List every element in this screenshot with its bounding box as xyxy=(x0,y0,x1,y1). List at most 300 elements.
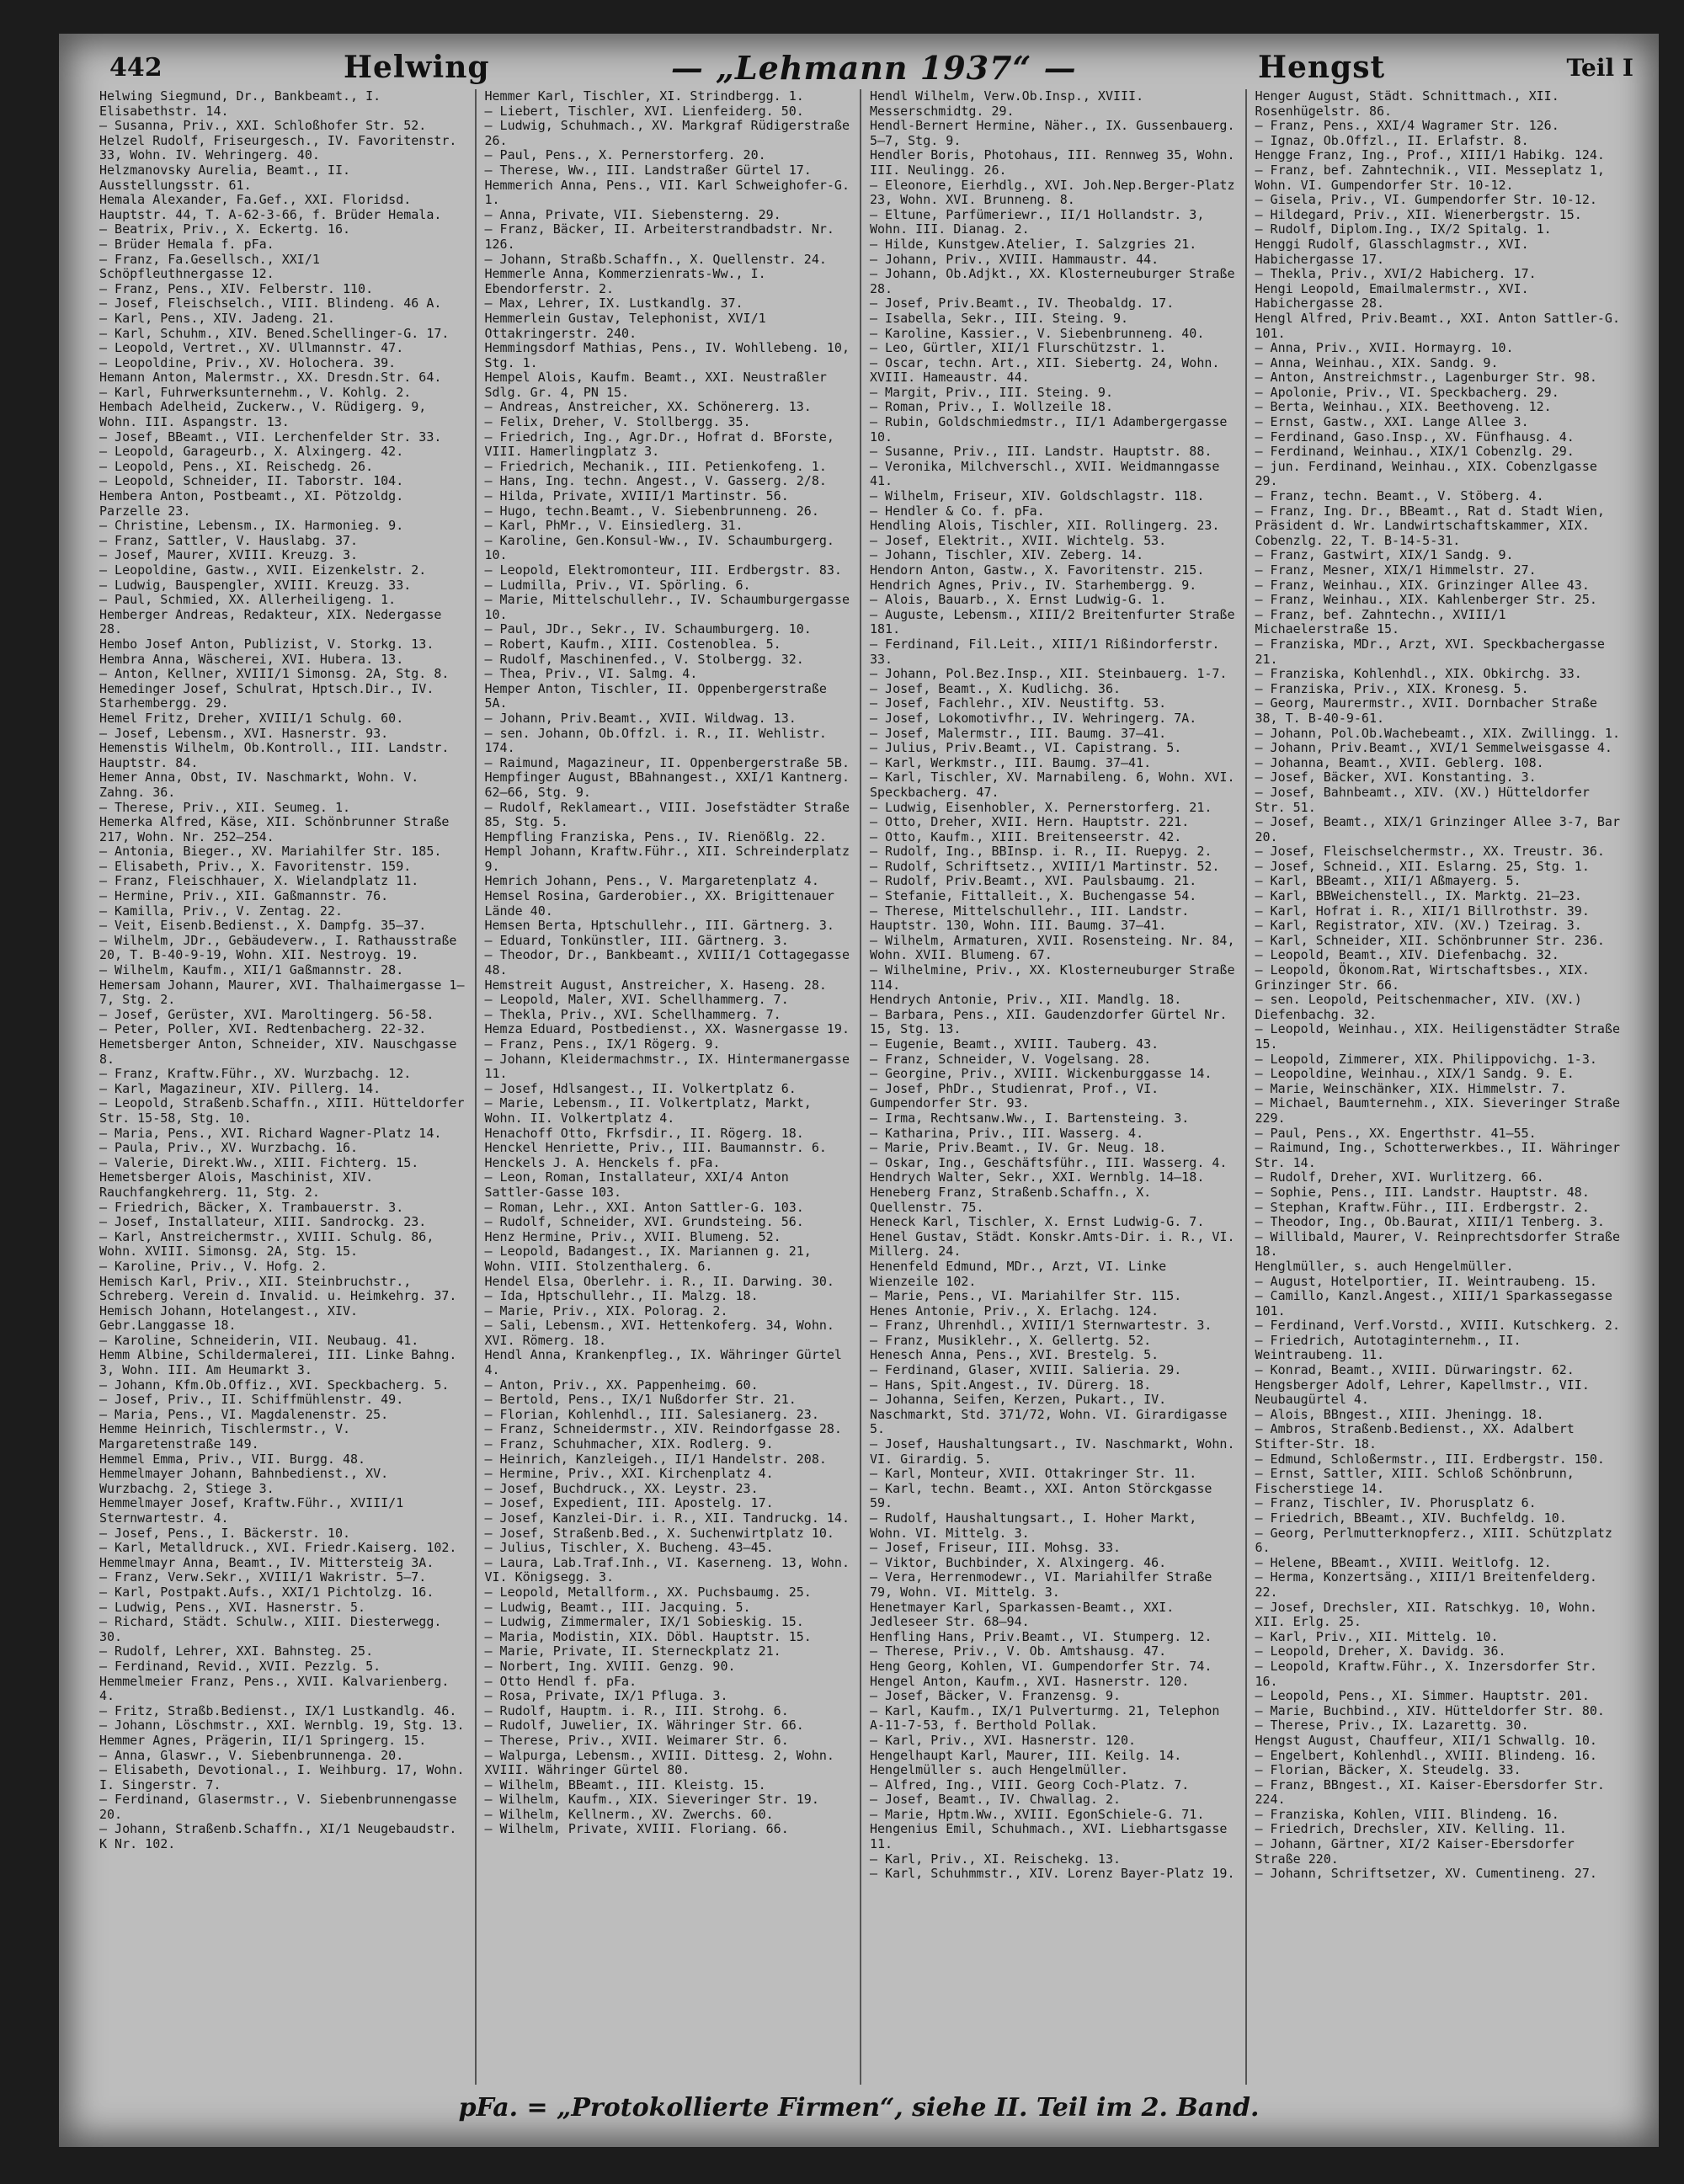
directory-entry: — Josef, Straßenb.Bed., X. Suchenwirtplatz 10. xyxy=(484,1525,834,1541)
directory-entry: — Marie, Priv.Beamt., IV. Gr. Neug. 18. xyxy=(870,1140,1167,1156)
directory-entry: — Josef, Fleischselch., VIII. Blindeng. 46 A. xyxy=(99,296,442,312)
directory-entry: — Hilde, Kunstgew.Atelier, I. Salzgries 21. xyxy=(870,236,1197,252)
directory-entry: — Franz, Pens., IX/1 Rögerg. 9. xyxy=(484,1036,721,1052)
directory-entry: Hendrych Antonie, Priv., XII. Mandlg. 18. xyxy=(870,992,1182,1008)
directory-entry: Henger August, Städt. Schnittmach., XII. Rosenhügelstr. 86. xyxy=(1255,89,1567,119)
directory-entry: Hendl Wilhelm, Verw.Ob.Insp., XVIII. Messerschmidtg. 29. xyxy=(870,89,1152,119)
directory-entry: — Georgine, Priv., XVIII. Wickenburggasse 14. xyxy=(870,1066,1212,1082)
directory-entry: — Rudolf, Priv.Beamt., XVI. Paulsbaumg. 21. xyxy=(870,873,1197,889)
directory-entry: — Alois, Bauarb., X. Ernst Ludwig-G. 1. xyxy=(870,592,1167,608)
directory-entry: — Ludwig, Pens., XVI. Hasnerstr. 5. xyxy=(99,1599,366,1615)
directory-entry: — Marie, Lebensm., II. Volkertplatz, Markt, Wohn. II. Volkertplatz 4. xyxy=(484,1095,819,1126)
directory-entry: — Raimund, Ing., Schotterwerkbes., II. Währinger Str. 14. xyxy=(1255,1140,1628,1170)
directory-entry: Heneberg Franz, Straßenb.Schaffn., X. Quellenstr. 75. xyxy=(870,1184,1159,1215)
directory-entry: — Therese, Priv., IX. Lazarettg. 30. xyxy=(1255,1718,1529,1734)
directory-entry: Hemmer Karl, Tischler, XI. Strindbergg. 1. xyxy=(484,89,804,104)
directory-entry: — Wilhelm, Armaturen, XVII. Rosensteing. Nr. 84, Wohn. XVII. Blumeng. 67. xyxy=(870,932,1243,963)
directory-entry: Hemberger Andreas, Redakteur, XIX. Nedergasse 28. xyxy=(99,606,450,637)
directory-entry: — Friedrich, Bäcker, X. Trambauerstr. 3. xyxy=(99,1199,404,1215)
directory-entry: — Josef, Kanzlei-Dir. i. R., XII. Tandruckg. 14. xyxy=(484,1510,850,1526)
directory-entry: — Franz, Kraftw.Führ., XV. Wurzbachg. 12. xyxy=(99,1066,412,1082)
directory-entry: — Richard, Städt. Schulw., XIII. Diesterwegg. 30. xyxy=(99,1614,450,1644)
directory-entry: — Paul, Pens., XX. Engerthstr. 41—55. xyxy=(1255,1125,1537,1141)
directory-entry: — Herma, Konzertsäng., XIII/1 Breitenfelderg. 22. xyxy=(1255,1569,1605,1600)
directory-entry: — Karl, Schuhm., XIV. Bened.Schellinger-G. 17. xyxy=(99,325,450,341)
directory-entry: Hendrich Agnes, Priv., IV. Starhembergg. 9. xyxy=(870,577,1197,593)
directory-entry: — Wilhelm, Friseur, XIV. Goldschlagstr. 118. xyxy=(870,488,1205,504)
directory-entry: — Ferdinand, Verf.Vorstd., XVIII. Kutschkerg. 2. xyxy=(1255,1318,1620,1334)
directory-entry: Hemetsberger Alois, Maschinist, XIV. Rauchfangkehrerg. 11, Stg. 2. xyxy=(99,1169,381,1200)
directory-entry: Hemisch Karl, Priv., XII. Steinbruchstr., Schreberg. Verein d. Invalid. u. Heimkehrg. 37. xyxy=(99,1273,457,1304)
directory-entry: — Rudolf, Schneider, XVI. Grundsteing. 56. xyxy=(484,1214,804,1230)
directory-entry: — Josef, Friseur, III. Mohsg. 33. xyxy=(870,1540,1122,1556)
directory-entry: — Ambros, Straßenb.Bedienst., XX. Adalbert Stifter-Str. 18. xyxy=(1255,1421,1582,1452)
directory-entry: Hengl Alfred, Priv.Beamt., XXI. Anton Sattler-G. 101. xyxy=(1255,310,1628,341)
directory-entry: — Rudolf, Dreher, XVI. Wurlitzerg. 66. xyxy=(1255,1169,1544,1185)
directory-entry: — Karl, Registrator, XIV. (XV.) Tzeirag. 3. xyxy=(1255,918,1582,934)
directory-entry: — Camillo, Kanzl.Angest., XIII/1 Sparkassegasse 101. xyxy=(1255,1288,1620,1318)
directory-entry: Henfling Hans, Priv.Beamt., VI. Stumperg. 12. xyxy=(870,1628,1212,1644)
directory-entry: — Johann, Straßenb.Schaffn., XI/1 Neugebaudstr. K Nr. 102. xyxy=(99,1821,465,1852)
entries-column-3 xyxy=(861,89,1247,2085)
directory-entry: — Franz, Schneidermstr., XIV. Reindorfgasse 28. xyxy=(484,1421,842,1437)
directory-entry: — Johann, Priv.Beamt., XVII. Wildwag. 13. xyxy=(484,710,797,726)
directory-entry: Hemmelmeier Franz, Pens., XVII. Kalvarienberg. 4. xyxy=(99,1673,457,1704)
directory-entry: — Franz, Weinhau., XIX. Grinzinger Allee 43. xyxy=(1255,577,1590,593)
directory-entry: — Karoline, Gen.Konsul-Ww., IV. Schaumburgerg. 10. xyxy=(484,532,842,563)
directory-entry: — Franz, Verw.Sekr., XVIII/1 Wakristr. 5—7. xyxy=(99,1569,427,1585)
directory-entry: Heng Georg, Kohlen, VI. Gumpendorfer Str. 74. xyxy=(870,1658,1212,1674)
directory-entry: — Johann, Priv.Beamt., XVI/1 Semmelweisgasse 4. xyxy=(1255,740,1612,756)
directory-entry: — Eduard, Tonkünstler, III. Gärtnerg. 3. xyxy=(484,932,789,948)
directory-entry: — Paul, Pens., X. Pernerstorferg. 20. xyxy=(484,147,766,163)
directory-entry: — Otto Hendl f. pFa. xyxy=(484,1673,637,1689)
directory-entry: — Valerie, Direkt.Ww., XIII. Fichterg. 15. xyxy=(99,1154,419,1170)
directory-entry: — Josef, Beamt., XIX/1 Grinzinger Allee 3-7, Bar 20. xyxy=(1255,814,1628,844)
directory-entry: — Karl, Werkmstr., III. Baumg. 37—41. xyxy=(870,754,1152,770)
directory-entry: — Franz, Musiklehr., X. Gellertg. 52. xyxy=(870,1332,1152,1348)
directory-entry: — Hendler & Co. f. pFa. xyxy=(870,503,1045,519)
directory-entry: — Viktor, Buchbinder, X. Alxingerg. 46. xyxy=(870,1554,1167,1570)
directory-entry: — Eltune, Parfümeriewr., II/1 Hollandstr. 3, Wohn. III. Dianag. 2. xyxy=(870,206,1212,237)
directory-entry: — Ludwig, Zimmermaler, IX/1 Sobieskig. 15. xyxy=(484,1614,804,1630)
directory-entry: — Josef, Installateur, XIII. Sandrockg. 23. xyxy=(99,1214,427,1230)
directory-entry: Hemmelmayer Johann, Bahnbedienst., XV. Wurzbachg. 2, Stiege 3. xyxy=(99,1466,397,1496)
directory-entry: — Josef, Pens., I. Bäckerstr. 10. xyxy=(99,1525,351,1541)
directory-entry: Hemmel Emma, Priv., VII. Burgg. 48. xyxy=(99,1451,366,1467)
directory-entry: — Franz, bef. Zahntechn., XVIII/1 Michaelerstraße 15. xyxy=(1255,606,1514,637)
directory-entry: — Anton, Kellner, XVIII/1 Simonsg. 2A, Stg. 8. xyxy=(99,666,450,682)
directory-entry: — Elisabeth, Priv., X. Favoritenstr. 159. xyxy=(99,858,412,874)
directory-entry: — Franz, Pens., XXI/4 Wagramer Str. 126. xyxy=(1255,118,1559,134)
directory-entry: — Hans, Spit.Angest., IV. Dürerg. 18. xyxy=(870,1377,1152,1393)
directory-entry: — Michael, Baumternehm., XIX. Sieveringer Straße 229. xyxy=(1255,1095,1628,1126)
directory-entry: — Liebert, Tischler, XVI. Lienfeiderg. 50. xyxy=(484,103,804,119)
directory-entry: Hendl Anna, Krankenpfleg., IX. Währinger Gürtel 4. xyxy=(484,1347,850,1378)
directory-entry: — Therese, Priv., V. Ob. Amtshausg. 47. xyxy=(870,1643,1167,1659)
directory-entry: — Karl, Anstreichermstr., XVIII. Schulg. 86, Wohn. XVIII. Simonsg. 2A, Stg. 15. xyxy=(99,1228,442,1260)
directory-entry: — Antonia, Bieger., XV. Mariahilfer Str. 185. xyxy=(99,844,442,860)
directory-entry: Hemstreit August, Anstreicher, X. Haseng. 28. xyxy=(484,977,827,993)
directory-entry: — Gisela, Priv., VI. Gumpendorfer Str. 10-12. xyxy=(1255,192,1597,208)
directory-entry: — sen. Leopold, Peitschenmacher, XIV. (XV.) Diefenbachg. 32. xyxy=(1255,992,1590,1022)
directory-entry: — Karl, Priv., XI. Reischekg. 13. xyxy=(870,1851,1122,1867)
directory-entry: — Leopold, Badangest., IX. Mariannen g. 21, Wohn. VIII. Stolzenthalerg. 6. xyxy=(484,1244,819,1274)
directory-entry: — Edmund, Schloßermstr., III. Erdbergstr. 150. xyxy=(1255,1451,1605,1467)
directory-entry: Henz Hermine, Priv., XVII. Blumeng. 52. xyxy=(484,1228,781,1244)
directory-entry: — Franziska, Kohlen, VIII. Blindeng. 16. xyxy=(1255,1806,1559,1822)
directory-entry: — Therese, Mittelschullehr., III. Landstr. Hauptstr. 130, Wohn. III. Baumg. 37—41. xyxy=(870,903,1197,934)
directory-entry: — Leopoldine, Gastw., XVII. Eizenkelstr. 2. xyxy=(99,562,427,578)
directory-entry: — Fritz, Straßb.Bedienst., IX/1 Lustkandlg. 46. xyxy=(99,1702,457,1718)
directory-entry: — Josef, Fachlehr., XIV. Neustiftg. 53. xyxy=(870,695,1167,711)
directory-entry: — Laura, Lab.Traf.Inh., VI. Kaserneng. 13, Wohn. VI. Königsegg. 3. xyxy=(484,1554,858,1585)
directory-entry: — Josef, Haushaltungsart., IV. Naschmarkt, Wohn. VI. Girardig. 5. xyxy=(870,1436,1243,1467)
directory-entry: — Ignaz, Ob.Offzl., II. Erlafstr. 8. xyxy=(1255,132,1529,148)
directory-entry: — Marie, Weinschänker, XIX. Himmelstr. 7. xyxy=(1255,1080,1567,1096)
directory-entry: — Sali, Lebensm., XVI. Hettenkoferg. 34, Wohn. XVI. Römerg. 18. xyxy=(484,1318,842,1348)
directory-entry: — Thekla, Priv., XVI. Schellhammerg. 7. xyxy=(484,1006,781,1022)
directory-entry: — Franz, Schneider, V. Vogelsang. 28. xyxy=(870,1051,1152,1067)
directory-entry: — Leopoldine, Weinhau., XIX/1 Sandg. 9. E. xyxy=(1255,1066,1575,1082)
directory-entry: Hemerka Alfred, Käse, XII. Schönbrunner Straße 217, Wohn. Nr. 252—254. xyxy=(99,814,457,844)
directory-entry: — Auguste, Lebensm., XIII/2 Breitenfurter Straße 181. xyxy=(870,606,1243,637)
directory-entry: — Karl, techn. Beamt., XXI. Anton Störckgasse 59. xyxy=(870,1480,1220,1511)
directory-entry: — Karl, Tischler, XV. Marnabileng. 6, Wohn. XVI. Speckbacherg. 47. xyxy=(870,770,1243,800)
directory-entry: — Christine, Lebensm., IX. Harmonieg. 9. xyxy=(99,518,404,534)
directory-entry: — August, Hotelportier, II. Weintraubeng. 15. xyxy=(1255,1273,1597,1289)
directory-entry: — Roman, Lehr., XXI. Anton Sattler-G. 103. xyxy=(484,1199,804,1215)
directory-entry: Helzel Rudolf, Friseurgesch., IV. Favoritenstr. 33, Wohn. IV. Wehringerg. 40. xyxy=(99,132,465,163)
directory-entry: Helwing Siegmund, Dr., Bankbeamt., I. Elisabethstr. 14. xyxy=(99,89,389,119)
directory-entry: — Rudolf, Maschinenfed., V. Stolbergg. 32. xyxy=(484,651,804,667)
first-entry-heading: Helwing xyxy=(343,50,490,85)
directory-entry: — Johann, Gärtner, XI/2 Kaiser-Ebersdorfer Straße 220. xyxy=(1255,1836,1582,1867)
directory-entry: Hemme Heinrich, Tischlermstr., V. Margaretenstraße 149. xyxy=(99,1421,359,1452)
directory-entry: — Paul, Schmied, XX. Allerheiligeng. 1. xyxy=(99,592,397,608)
directory-entry: — Wilhelmine, Priv., XX. Klosterneuburger Straße 114. xyxy=(870,962,1243,993)
directory-entry: Hengel Anton, Kaufm., XVI. Hasnerstr. 120. xyxy=(870,1673,1190,1689)
directory-entry: — Leopold, Vertret., XV. Ullmannstr. 47. xyxy=(99,340,404,356)
directory-entry: — Franz, Ing. Dr., BBeamt., Rat d. Stadt Wien, Präsident d. Wr. Landwirtschaftskammer, XIX. Cobenzlg. 22, T. B-14-5-31. xyxy=(1255,503,1612,548)
directory-entry: — Franziska, MDr., Arzt, XVI. Speckbachergasse 21. xyxy=(1255,636,1612,667)
directory-entry: — Josef, Priv.Beamt., IV. Theobaldg. 17. xyxy=(870,296,1175,312)
directory-entry: — Berta, Weinhau., XIX. Beethoveng. 12. xyxy=(1255,399,1552,415)
directory-entry: — Franziska, Priv., XIX. Kronesg. 5. xyxy=(1255,680,1529,696)
directory-entry: — Karl, Kaufm., IX/1 Pulverturmg. 21, Telephon A-11-7-53, f. Berthold Pollak. xyxy=(870,1702,1228,1734)
directory-entry: Henetmayer Karl, Sparkassen-Beamt., XXI. Jedleseer Str. 68—94. xyxy=(870,1599,1182,1630)
directory-entry: — Veronika, Milchverschl., XVII. Weidmanngasse 41. xyxy=(870,458,1228,489)
directory-entry: — Rosa, Private, IX/1 Pfluga. 3. xyxy=(484,1688,728,1704)
directory-entry: — Rudolf, Juwelier, IX. Währinger Str. 66. xyxy=(484,1718,804,1734)
directory-entry: — Franz, Mesner, XIX/1 Himmelstr. 27. xyxy=(1255,562,1537,578)
directory-entry: — Norbert, Ing. XVIII. Genzg. 90. xyxy=(484,1658,736,1674)
directory-entry: — Kamilla, Priv., V. Zentag. 22. xyxy=(99,903,343,919)
directory-entry: — Franz, Pens., XIV. Felberstr. 110. xyxy=(99,280,374,296)
directory-entry: Hempfinger August, BBahnangest., XXI/1 Kantnerg. 62—66, Stg. 9. xyxy=(484,770,858,800)
directory-entry: — Andreas, Anstreicher, XX. Schönererg. 13. xyxy=(484,399,812,415)
directory-entry: — Maria, Modistin, XIX. Döbl. Hauptstr. 15. xyxy=(484,1628,812,1644)
directory-entry: Hemza Eduard, Postbedienst., XX. Wasnergasse 19. xyxy=(484,1021,850,1037)
directory-entry: Hempl Johann, Kraftw.Führ., XII. Schreinderplatz 9. xyxy=(484,844,858,874)
directory-entry: Hemmerlein Gustav, Telephonist, XVI/1 Ottakringerstr. 240. xyxy=(484,310,774,341)
directory-entry: Henes Antonie, Priv., X. Erlachg. 124. xyxy=(870,1302,1159,1318)
directory-entry: — Franz, Gastwirt, XIX/1 Sandg. 9. xyxy=(1255,547,1514,563)
directory-entry: — Hermine, Priv., XII. Gaßmannstr. 76. xyxy=(99,888,389,904)
directory-entry: — Ernst, Sattler, XIII. Schloß Schönbrunn, Fischerstiege 14. xyxy=(1255,1466,1582,1496)
directory-entry: — Barbara, Pens., XII. Gaudenzdorfer Gürtel Nr. 15, Stg. 13. xyxy=(870,1006,1235,1037)
directory-entry: — Marie, Buchbind., XIV. Hütteldorfer Str. 80. xyxy=(1255,1702,1605,1718)
directory-entry: — Josef, Hdlsangest., II. Volkertplatz 6. xyxy=(484,1080,797,1096)
directory-entry: Hemmerich Anna, Pens., VII. Karl Schweighofer-G. 1. xyxy=(484,177,858,208)
directory-entry: — Josef, Elektrit., XVII. Wichtelg. 53. xyxy=(870,532,1167,548)
directory-entry: — Josef, Bäcker, XVI. Konstanting. 3. xyxy=(1255,770,1537,786)
directory-entry: Hengelmüller s. auch Hengelmüller. xyxy=(870,1762,1129,1778)
directory-entry: — Karl, Hofrat i. R., XII/1 Billrothstr. 39. xyxy=(1255,903,1590,919)
directory-entry: — Friedrich, Autotaginternehm., II. Weintraubeng. 11. xyxy=(1255,1332,1529,1363)
directory-entry: — Karoline, Priv., V. Hofg. 2. xyxy=(99,1258,328,1274)
directory-entry: — Josef, Beamt., X. Kudlichg. 36. xyxy=(870,680,1122,696)
directory-entry: — Josef, Lebensm., XVI. Hasnerstr. 93. xyxy=(99,725,389,741)
directory-entry: Henglmüller, s. auch Hengelmüller. xyxy=(1255,1258,1514,1274)
directory-entry: — Ferdinand, Revid., XVII. Pezzlg. 5. xyxy=(99,1658,381,1674)
directory-entry: Henesch Anna, Pens., XVI. Brestelg. 5. xyxy=(870,1347,1159,1363)
directory-entry: — Josef, Buchdruck., XX. Leystr. 23. xyxy=(484,1480,759,1496)
directory-entry: — Rudolf, Haushaltungsart., I. Hoher Markt, Wohn. VI. Mittelg. 3. xyxy=(870,1510,1205,1541)
directory-entry: Hemmingsdorf Mathias, Pens., IV. Wohllebeng. 10, Stg. 1. xyxy=(484,340,858,370)
directory-entry: — Ferdinand, Fil.Leit., XIII/1 Rißindorferstr. 33. xyxy=(870,636,1228,667)
directory-entry: — Franz, Fa.Gesellsch., XXI/1 Schöpfleuthnergasse 12. xyxy=(99,251,328,282)
directory-entry: Hemrich Johann, Pens., V. Margaretenplatz 4. xyxy=(484,873,819,889)
directory-page xyxy=(59,34,1659,2147)
directory-entry: — Susanne, Priv., III. Landstr. Hauptstr. 88. xyxy=(870,444,1212,460)
directory-entry: — Margit, Priv., III. Steing. 9. xyxy=(870,384,1113,400)
directory-entry: — Josef, PhDr., Studienrat, Prof., VI. Gumpendorfer Str. 93. xyxy=(870,1080,1167,1111)
directory-entry: Hemper Anton, Tischler, II. Oppenbergerstraße 5A. xyxy=(484,680,834,711)
directory-entry: — Katharina, Priv., III. Wasserg. 4. xyxy=(870,1125,1144,1141)
directory-entry: Heneck Karl, Tischler, X. Ernst Ludwig-G. 7. xyxy=(870,1214,1205,1230)
page-number: 442 xyxy=(109,52,163,83)
directory-entry: — Anton, Priv., XX. Pappenheimg. 60. xyxy=(484,1377,759,1393)
directory-entry: — Johanna, Seifen, Kerzen, Pukart., IV. Naschmarkt, Std. 371/72, Wohn. VI. Girardigasse 5. xyxy=(870,1392,1235,1437)
directory-entry: — Rudolf, Schriftsetz., XVIII/1 Martinstr. 52. xyxy=(870,858,1220,874)
directory-entry: — Konrad, Beamt., XVIII. Dürwaringstr. 62. xyxy=(1255,1362,1575,1378)
footer-note: pFa. = „Protokollierte Firmen“, siehe II. Teil im 2. Band. xyxy=(458,2093,1260,2123)
directory-entry: — Josef, Gerüster, XVI. Maroltingerg. 56-58. xyxy=(99,1006,434,1022)
directory-entry: Hemmer Agnes, Prägerin, II/1 Springerg. 15. xyxy=(99,1732,427,1748)
directory-entry: — Franz, Fleischhauer, X. Wielandplatz 11. xyxy=(99,873,419,889)
directory-entry: — Johann, Pol.Bez.Insp., XII. Steinbauerg. 1-7. xyxy=(870,666,1228,682)
directory-entry: — Leopold, Pens., XI. Simmer. Hauptstr. 201. xyxy=(1255,1688,1590,1704)
directory-entry: — Julius, Tischler, X. Bucheng. 43—45. xyxy=(484,1540,774,1556)
directory-entry: — Eugenie, Beamt., XVIII. Tauberg. 43. xyxy=(870,1036,1159,1052)
directory-entry: — Johann, Priv., XVIII. Hammaustr. 44. xyxy=(870,251,1159,267)
directory-entry: — Anton, Anstreichmstr., Lagenburger Str. 98. xyxy=(1255,370,1597,386)
directory-entry: — Sophie, Pens., III. Landstr. Hauptstr. 48. xyxy=(1255,1184,1590,1200)
directory-entry: Hengi Leopold, Emailmalermstr., XVI. Habichergasse 28. xyxy=(1255,280,1537,312)
directory-entry: — Ida, Hptschullehr., II. Malzg. 18. xyxy=(484,1288,759,1304)
directory-entry: — Karl, PhMr., V. Einsiedlerg. 31. xyxy=(484,518,743,534)
directory-entry: — Friedrich, Ing., Agr.Dr., Hofrat d. BForste, VIII. Hamerlingplatz 3. xyxy=(484,429,842,460)
directory-entry: — Roman, Priv., I. Wollzeile 18. xyxy=(870,399,1113,415)
directory-entry: — Leopold, Dreher, X. Davidg. 36. xyxy=(1255,1643,1506,1659)
entries-column-1 xyxy=(91,89,477,2085)
directory-entry: — Max, Lehrer, IX. Lustkandlg. 37. xyxy=(484,296,743,312)
directory-entry: Hendling Alois, Tischler, XII. Rollingerg. 23. xyxy=(870,518,1220,534)
directory-entry: Hendler Boris, Photohaus, III. Rennweg 35, Wohn. III. Neulingg. 26. xyxy=(870,147,1243,178)
directory-entry: — Karoline, Kassier., V. Siebenbrunneng. 40. xyxy=(870,325,1205,341)
directory-entry: — Marie, Mittelschullehr., IV. Schaumburgergasse 10. xyxy=(484,592,858,622)
directory-entry: — Hilda, Private, XVIII/1 Martinstr. 56. xyxy=(484,488,789,504)
directory-entry: — Therese, Priv., XVII. Weimarer Str. 6. xyxy=(484,1732,789,1748)
directory-entry: — Georg, Maurermstr., XVII. Dornbacher Straße 38, T. B-40-9-61. xyxy=(1255,695,1605,726)
directory-entry: — Heinrich, Kanzleigeh., II/1 Handelstr. 208. xyxy=(484,1451,827,1467)
directory-entry: — Franz, Uhrenhdl., XVIII/1 Sternwartestr. 3. xyxy=(870,1318,1212,1334)
directory-entry: Hemedinger Josef, Schulrat, Hptsch.Dir., IV. Starhembergg. 29. xyxy=(99,680,442,711)
directory-entry: — Ludwig, Beamt., III. Jacquing. 5. xyxy=(484,1599,751,1615)
directory-entry: Hendel Elsa, Oberlehr. i. R., II. Darwing. 30. xyxy=(484,1273,834,1289)
directory-entry: — Josef, Drechsler, XII. Ratschkyg. 10, Wohn. XII. Erlg. 25. xyxy=(1255,1599,1605,1630)
directory-entry: — Georg, Perlmutterknopferz., XIII. Schützplatz 6. xyxy=(1255,1525,1620,1556)
directory-entry: — Leopoldine, Priv., XV. Holochera. 39. xyxy=(99,354,397,370)
directory-entry: — Josef, Beamt., IV. Chwallag. 2. xyxy=(870,1792,1122,1808)
directory-entry: — Josef, Lokomotivfhr., IV. Wehringerg. 7A. xyxy=(870,710,1197,726)
directory-entry: Hemel Fritz, Dreher, XVIII/1 Schulg. 60. xyxy=(99,710,404,726)
directory-entry: Hemann Anton, Malermstr., XX. Dresdn.Str. 64. xyxy=(99,370,442,386)
directory-entry: Hemala Alexander, Fa.Gef., XXI. Floridsd. Hauptstr. 44, T. A-62-3-66, f. Brüder Hemala. xyxy=(99,192,442,222)
directory-entry: — Johann, Löschmstr., XXI. Wernblg. 19, Stg. 13. xyxy=(99,1718,465,1734)
directory-entry: — Stefanie, Fittalleit., X. Buchengasse 54. xyxy=(870,888,1197,904)
directory-entry: — Karl, Priv., XVI. Hasnerstr. 120. xyxy=(870,1732,1137,1748)
directory-entry: Hembra Anna, Wäscherei, XVI. Hubera. 13. xyxy=(99,651,404,667)
directory-entry: — Anna, Priv., XVII. Hormayrg. 10. xyxy=(1255,340,1514,356)
entries-columns xyxy=(91,89,1632,2085)
directory-entry: Hemersam Johann, Maurer, XVI. Thalhaimergasse 1—7, Stg. 2. xyxy=(99,977,465,1008)
directory-entry: Hemmerle Anna, Kommerzienrats-Ww., I. Ebendorferstr. 2. xyxy=(484,266,774,296)
directory-entry: Hengst August, Chauffeur, XII/1 Schwallg. 10. xyxy=(1255,1732,1597,1748)
directory-entry: — Franz, Schuhmacher, XIX. Rodlerg. 9. xyxy=(484,1436,774,1452)
directory-entry: — Maria, Pens., VI. Magdalenenstr. 25. xyxy=(99,1406,389,1422)
directory-entry: — Franziska, Kohlenhdl., XIX. Obkirchg. 33. xyxy=(1255,666,1582,682)
directory-entry: — Thea, Priv., VI. Salmg. 4. xyxy=(484,666,698,682)
directory-entry: — Josef, Malermstr., III. Baumg. 37—41. xyxy=(870,725,1167,741)
directory-entry: Henggi Rudolf, Glasschlagmstr., XVI. Habichergasse 17. xyxy=(1255,236,1537,267)
directory-entry: — Hugo, techn.Beamt., V. Siebenbrunneng. 26. xyxy=(484,503,819,519)
directory-title: — „Lehmann 1937“ — xyxy=(670,48,1077,87)
directory-entry: — Johann, Pol.Ob.Wachebeamt., XIX. Zwillingg. 1. xyxy=(1255,725,1620,741)
directory-entry: — Josef, Bahnbeamt., XIV. (XV.) Hütteldorfer Str. 51. xyxy=(1255,784,1597,815)
directory-entry: Hemenstis Wilhelm, Ob.Kontroll., III. Landstr. Hauptstr. 84. xyxy=(99,740,457,770)
directory-entry: — Johann, Straßb.Schaffn., X. Quellenstr. 24. xyxy=(484,251,827,267)
directory-entry: — Leopold, Zimmerer, XIX. Philippovichg. 1-3. xyxy=(1255,1051,1597,1067)
directory-entry: — Ferdinand, Weinhau., XIX/1 Cobenzlg. 29. xyxy=(1255,444,1575,460)
directory-entry: — Susanna, Priv., XXI. Schloßhofer Str. 52. xyxy=(99,118,427,134)
directory-entry: — Paul, JDr., Sekr., IV. Schaumburgerg. 10. xyxy=(484,621,812,637)
directory-entry: — Alois, BBngest., XIII. Jheningg. 18. xyxy=(1255,1406,1544,1422)
directory-entry: Hendl-Bernert Hermine, Näher., IX. Gussenbauerg. 5—7, Stg. 9. xyxy=(870,118,1243,148)
directory-entry: — Leon, Roman, Installateur, XXI/4 Anton Sattler-Gasse 103. xyxy=(484,1169,797,1200)
directory-entry: Henckel Henriette, Priv., III. Baumannstr. 6. xyxy=(484,1140,827,1156)
directory-entry: — Friedrich, BBeamt., XIV. Buchfeldg. 10. xyxy=(1255,1510,1567,1526)
directory-entry: — Paula, Priv., XV. Wurzbachg. 16. xyxy=(99,1140,359,1156)
directory-entry: — Josef, Maurer, XVIII. Kreuzg. 3. xyxy=(99,547,359,563)
entries-column-4 xyxy=(1247,89,1633,2085)
directory-entry: Henachoff Otto, Fkrfsdir., II. Rögerg. 18. xyxy=(484,1125,804,1141)
directory-entry: Hengge Franz, Ing., Prof., XIII/1 Habikg. 124. xyxy=(1255,147,1605,163)
directory-entry: — Therese, Ww., III. Landstraßer Gürtel 17. xyxy=(484,162,812,178)
directory-entry: — Leopold, Beamt., XIV. Diefenbachg. 32. xyxy=(1255,947,1559,963)
directory-entry: — Ferdinand, Glasermstr., V. Siebenbrunnengasse 20. xyxy=(99,1792,465,1822)
directory-entry: — Franz, techn. Beamt., V. Stöberg. 4. xyxy=(1255,488,1544,504)
directory-entry: — Rudolf, Lehrer, XXI. Bahnsteg. 25. xyxy=(99,1643,374,1659)
part-label: Teil I xyxy=(1566,53,1633,82)
directory-entry: Hembach Adelheid, Zuckerw., V. Rüdigerg. 9, Wohn. III. Aspangstr. 13. xyxy=(99,399,434,430)
directory-entry: — Josef, Schneid., XII. Eslarng. 25, Stg. 1. xyxy=(1255,858,1590,874)
directory-entry: Hempel Alois, Kaufm. Beamt., XXI. Neustraßler Sdlg. Gr. 4, PN 15. xyxy=(484,370,834,400)
directory-entry: — Bertold, Pens., IX/1 Nußdorfer Str. 21. xyxy=(484,1392,797,1408)
directory-entry: — Thekla, Priv., XVI/2 Habicherg. 17. xyxy=(1255,266,1537,282)
directory-entry: — Marie, Hptm.Ww., XVIII. EgonSchiele-G. 71. xyxy=(870,1806,1205,1822)
directory-entry: Hembera Anton, Postbeamt., XI. Pötzoldg. Parzelle 23. xyxy=(99,488,412,519)
directory-entry: — Ferdinand, Gaso.Insp., XV. Fünfhausg. 4. xyxy=(1255,429,1575,445)
directory-entry: — Wilhelm, Kaufm., XII/1 Gaßmannstr. 28. xyxy=(99,962,404,978)
directory-entry: — Helene, BBeamt., XVIII. Weitlofg. 12. xyxy=(1255,1554,1552,1570)
directory-entry: — Rudolf, Diplom.Ing., IX/2 Spitalg. 1. xyxy=(1255,221,1552,237)
directory-entry: — Engelbert, Kohlenhdl., XVIII. Blindeng. 16. xyxy=(1255,1747,1597,1763)
directory-entry: — Leopold, Maler, XVI. Schellhammerg. 7. xyxy=(484,992,789,1008)
directory-entry: — Karl, Schneider, XII. Schönbrunner Str. 236. xyxy=(1255,932,1605,948)
directory-entry: — Karl, Metalldruck., XVI. Friedr.Kaiserg. 102. xyxy=(99,1540,457,1556)
directory-entry: — Ludwig, Bauspengler, XVIII. Kreuzg. 33. xyxy=(99,577,412,593)
directory-entry: — Rudolf, Ing., BBInsp. i. R., II. Ruepyg. 2. xyxy=(870,844,1212,860)
directory-entry: — Florian, Kohlenhdl., III. Salesianerg. 23. xyxy=(484,1406,819,1422)
directory-entry: — Josef, Bäcker, V. Franzensg. 9. xyxy=(870,1688,1122,1704)
directory-entry: — Hildegard, Priv., XII. Wienerbergstr. 15. xyxy=(1255,206,1582,222)
directory-entry: — Leopold, Ökonom.Rat, Wirtschaftsbes., XIX. Grinzinger Str. 66. xyxy=(1255,962,1597,993)
directory-entry: Hemmelmayr Anna, Beamt., IV. Mittersteig 3A. xyxy=(99,1554,434,1570)
directory-entry: — Raimund, Magazineur, II. Oppenbergerstraße 5B. xyxy=(484,754,850,770)
directory-entry: — Wilhelm, Kellnerm., XV. Zwerchs. 60. xyxy=(484,1806,774,1822)
directory-entry: — Karl, Priv., XII. Mittelg. 10. xyxy=(1255,1628,1499,1644)
directory-entry: Hendorn Anton, Gastw., X. Favoritenstr. 215. xyxy=(870,562,1205,578)
directory-entry: — Alfred, Ing., VIII. Georg Coch-Platz. 7. xyxy=(870,1776,1190,1792)
directory-entry: — Isabella, Sekr., III. Steing. 9. xyxy=(870,310,1129,326)
directory-entry: — sen. Johann, Ob.Offzl. i. R., II. Wehlistr. 174. xyxy=(484,725,834,756)
directory-entry: — Johann, Tischler, XIV. Zeberg. 14. xyxy=(870,547,1144,563)
directory-entry: — Stephan, Kraftw.Führ., III. Erdbergstr. 2. xyxy=(1255,1199,1590,1215)
directory-entry: Henenfeld Edmund, MDr., Arzt, VI. Linke Wienzeile 102. xyxy=(870,1258,1175,1289)
directory-entry: — Julius, Priv.Beamt., VI. Capistrang. 5. xyxy=(870,740,1182,756)
directory-entry: — Walpurga, Lebensm., XVIII. Dittesg. 2, Wohn. XVIII. Währinger Gürtel 80. xyxy=(484,1747,842,1778)
directory-entry: — Rudolf, Reklameart., VIII. Josefstädter Straße 85, Stg. 5. xyxy=(484,799,858,830)
directory-entry: — Beatrix, Priv., X. Eckertg. 16. xyxy=(99,221,351,237)
directory-entry: Hengsberger Adolf, Lehrer, Kapellmstr., VII. Neubaugürtel 4. xyxy=(1255,1377,1597,1408)
directory-entry: — Ernst, Gastw., XXI. Lange Allee 3. xyxy=(1255,414,1529,430)
directory-entry: Helzmanovsky Aurelia, Beamt., II. Ausstellungsstr. 61. xyxy=(99,162,359,193)
directory-entry: — Leopold, Garageurb., X. Alxingerg. 42. xyxy=(99,444,404,460)
directory-entry: — Marie, Priv., XIX. Polorag. 2. xyxy=(484,1302,728,1318)
directory-entry: — Franz, BBngest., XI. Kaiser-Ebersdorfer Str. 224. xyxy=(1255,1776,1612,1808)
directory-entry: — Franz, Bäcker, II. Arbeiterstrandbadstr. Nr. 126. xyxy=(484,221,842,252)
directory-entry: — Irma, Rechtsanw.Ww., I. Bartensteing. 3. xyxy=(870,1110,1190,1126)
directory-entry: — Wilhelm, JDr., Gebäudeverw., I. Rathausstraße 20, T. B-40-9-19, Wohn. XII. Nestroyg. 19. xyxy=(99,932,465,963)
directory-entry: — Rudolf, Hauptm. i. R., III. Strohg. 6. xyxy=(484,1702,789,1718)
directory-entry: — Friedrich, Drechsler, XIV. Kelling. 11. xyxy=(1255,1821,1567,1837)
directory-entry: — Therese, Priv., XII. Seumeg. 1. xyxy=(99,799,351,815)
directory-entry: — Ludwig, Schuhmach., XV. Markgraf Rüdigerstraße 26. xyxy=(484,118,858,148)
directory-entry: — Hermine, Priv., XXI. Kirchenplatz 4. xyxy=(484,1466,774,1482)
directory-entry: Hengenius Emil, Schuhmach., XVI. Liebhartsgasse 11. xyxy=(870,1821,1235,1852)
